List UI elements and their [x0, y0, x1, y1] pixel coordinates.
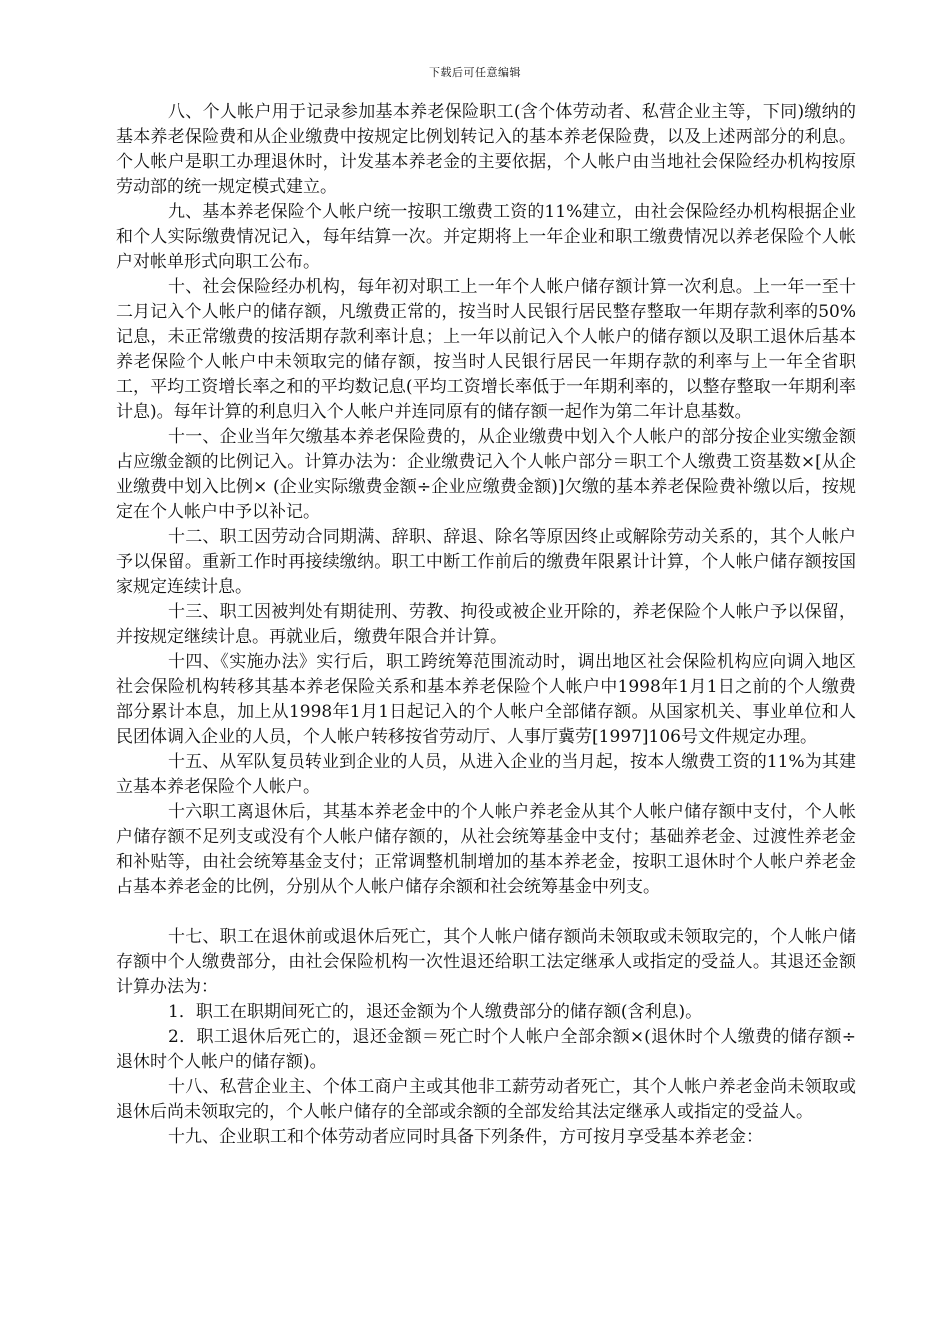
paragraph-article-14: 十四、《实施办法》实行后，职工跨统筹范围流动时，调出地区社会保险机构应向调入地区社会保险机构转移其基本养老保险关系和基本养老保险个人帐户中1998年1月1日之前的个人缴费部分累计本息，加上从1998年1月1日起记入的个人帐户全部储存额。从国家机关、事业单位和人民团体调入企业的人员，个人帐户转移按省劳动厅、人事厅冀劳[1997]106号文件规定办理。: [116, 652, 856, 747]
paragraph-article-19: 十九、企业职工和个体劳动者应同时具备下列条件，方可按月享受基本养老金：: [168, 1127, 763, 1147]
document-body: [116, 100, 856, 1150]
paragraph-article-17-item-2: 2．职工退休后死亡的，退还金额＝死亡时个人帐户全部余额×(退休时个人缴费的储存额÷退休时个人帐户的储存额)。: [116, 1027, 856, 1072]
paragraph-article-18: 十八、私营企业主、个体工商户主或其他非工薪劳动者死亡，其个人帐户养老金尚未领取或退休后尚未领取完的，个人帐户储存的全部或余额的全部发给其法定继承人或指定的受益人。: [116, 1077, 856, 1122]
paragraph-article-13: 十三、职工因被判处有期徒刑、劳教、拘役或被企业开除的，养老保险个人帐户予以保留，并按规定继续计息。再就业后，缴费年限合并计算。: [116, 602, 856, 647]
paragraph-article-16: 十六职工离退休后，其基本养老金中的个人帐户养老金从其个人帐户储存额中支付，个人帐户储存额不足列支或没有个人帐户储存额的，从社会统筹基金中支付；基础养老金、过渡性养老金和补贴等，由社会统筹基金支付；正常调整机制增加的基本养老金，按职工退休时个人帐户养老金占基本养老金的比例，分别从个人帐户储存余额和社会统筹基金中列支。: [116, 802, 856, 897]
blank-line: [116, 900, 856, 925]
paragraph-article-17-item-1: 1．职工在职期间死亡的，退还金额为个人缴费部分的储存额(含利息)。: [168, 1002, 703, 1022]
page-header: 下载后可任意编辑: [429, 66, 521, 79]
paragraph-article-10: 十、社会保险经办机构，每年初对职工上一年个人帐户储存额计算一次利息。上一年一至十二月记入个人帐户的储存额，凡缴费正常的，按当时人民银行居民整存整取一年期存款利率的50%记息，未正常缴费的按活期存款利率计息；上一年以前记入个人帐户的储存额以及职工退休后基本养老保险个人帐户中未领取完的储存额，按当时人民银行居民一年期存款的利率与上一年全省职工，平均工资增长率之和的平均数记息(平均工资增长率低于一年期利率的，以整存整取一年期利率计息)。每年计算的利息归入个人帐户并连同原有的储存额一起作为第二年计息基数。: [116, 277, 856, 422]
paragraph-article-17: 十七、职工在退休前或退休后死亡，其个人帐户储存额尚未领取或未领取完的，个人帐户储存额中个人缴费部分，由社会保险机构一次性退还给职工法定继承人或指定的受益人。其退还金额计算办法为：: [116, 927, 856, 997]
paragraph-article-15: 十五、从军队复员转业到企业的人员，从进入企业的当月起，按本人缴费工资的11%为其建立基本养老保险个人帐户。: [116, 752, 856, 797]
paragraph-article-12: 十二、职工因劳动合同期满、辞职、辞退、除名等原因终止或解除劳动关系的，其个人帐户予以保留。重新工作时再接续缴纳。职工中断工作前后的缴费年限累计计算，个人帐户储存额按国家规定连续计息。: [116, 527, 856, 597]
paragraph-article-9: 九、基本养老保险个人帐户统一按职工缴费工资的11%建立，由社会保险经办机构根据企业和个人实际缴费情况记入，每年结算一次。并定期将上一年企业和职工缴费情况以养老保险个人帐户对帐单形式向职工公布。: [116, 202, 856, 272]
paragraph-article-11: 十一、企业当年欠缴基本养老保险费的，从企业缴费中划入个人帐户的部分按企业实缴金额占应缴金额的比例记入。计算办法为：企业缴费记入个人帐户部分＝职工个人缴费工资基数×[从企业缴费中划入比例× (企业实际缴费金额÷企业应缴费金额)]欠缴的基本养老保险费补缴以后，按规定在个人帐户中予以补记。: [116, 427, 856, 522]
paragraph-article-8: 八、个人帐户用于记录参加基本养老保险职工(含个体劳动者、私营企业主等，下同)缴纳的基本养老保险费和从企业缴费中按规定比例划转记入的基本养老保险费，以及上述两部分的利息。个人帐户是职工办理退休时，计发基本养老金的主要依据，个人帐户由当地社会保险经办机构按原劳动部的统一规定模式建立。: [116, 102, 856, 197]
